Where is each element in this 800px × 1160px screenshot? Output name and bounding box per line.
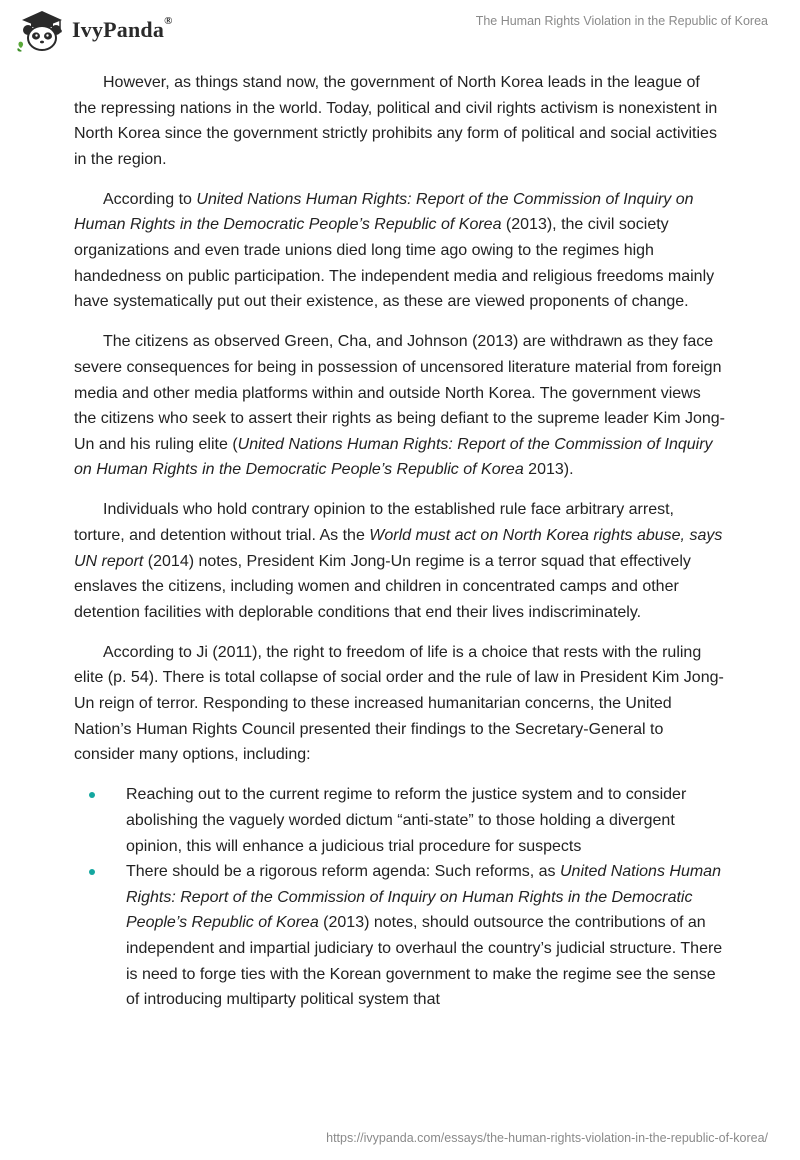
paragraph: [74, 187, 726, 315]
essay-body: [74, 70, 726, 1013]
text-run: According to Ji (2011), the right to freedom of life is a choice that rests with the ruling elite (p. 54). There is total collapse of social order and the rule of law in President Kim Jong-Un reign of terror. Responding to these increased humanitarian concerns, the United Nation’s Human Rights Council presented their findings to the Secretary-General to consider many options, including:: [74, 643, 724, 764]
cited-title: World must act on North Korea rights abuse, says UN report: [74, 527, 723, 570]
text-run: (2014) notes, President Kim Jong-Un regime is a terror squad that effectively enslaves the citizens, including women and children in concentrated camps and other detention facilities with deplorable conditions that end their lives indiscriminately.: [74, 552, 691, 621]
bullet-icon: [89, 792, 95, 798]
list-item: [74, 782, 726, 859]
bullet-icon: [89, 869, 95, 875]
paragraph: [74, 329, 726, 483]
cited-title: United Nations Human Rights: Report of the Commission of Inquiry on Human Rights in the Democratic People’s Republic of Korea: [126, 863, 721, 932]
text-run: (2013) notes, should outsource the contributions of an independent and impartial judiciary to overhaul the country’s judicial structure. There is need to forge ties with the Korean government to make the regime see the sense of introducing multiparty political system that: [126, 914, 723, 1009]
cited-title: United Nations Human Rights: Report of the Commission of Inquiry on Human Rights in the Democratic People’s Republic of Korea: [74, 190, 694, 234]
paragraph: [74, 497, 726, 625]
cited-title: United Nations Human Rights: Report of the Commission of Inquiry on Human Rights in the Democratic People’s Republic of Korea: [74, 435, 713, 479]
logo-wordmark: IvyPanda®: [72, 15, 173, 42]
panda-graduate-icon: [16, 8, 66, 52]
text-run: Reaching out to the current regime to reform the justice system and to consider abolishing the vaguely worded dictum “anti-state” to those holding a divergent opinion, this will enhance a judicious trial procedure for suspects: [126, 786, 687, 855]
text-run: However, as things stand now, the government of North Korea leads in the league of the repressing nations in the world. Today, political and civil rights activism is nonexistent in North Korea since the government strictly prohibits any form of political and social activities in the region.: [74, 74, 718, 168]
text-run: According to: [103, 190, 197, 208]
paragraph: [74, 640, 726, 768]
text-run: 2013).: [523, 461, 574, 479]
text-run: There should be a rigorous reform agenda: Such reforms, as: [126, 863, 560, 881]
source-url[interactable]: https://ivypanda.com/essays/the-human-rights-violation-in-the-republic-of-korea/: [326, 1131, 768, 1145]
document-title: The Human Rights Violation in the Republic of Korea: [475, 14, 768, 28]
ivypanda-logo[interactable]: [16, 8, 173, 52]
page-header: [0, 0, 800, 60]
list-item: [74, 859, 726, 1013]
paragraph: [74, 70, 726, 172]
text-run: The citizens as observed Green, Cha, and Johnson (2013) are withdrawn as they face severe consequences for being in possession of uncensored literature material from foreign media and other media platforms within and outside North Korea. The government views the citizens who seek to assert their rights as being defiant to the supreme leader Kim Jong-Un and his ruling elite (: [74, 333, 726, 453]
options-list: [74, 782, 726, 1012]
text-run: (2013), the civil society organizations and even trade unions died long time ago owing to the regimes high handedness on public participation. The independent media and religious freedoms mainly have systematically put out their existence, as these are viewed proponents of change.: [74, 216, 715, 311]
text-run: Individuals who hold contrary opinion to the established rule face arbitrary arrest, torture, and detention without trial. As the: [74, 501, 674, 544]
